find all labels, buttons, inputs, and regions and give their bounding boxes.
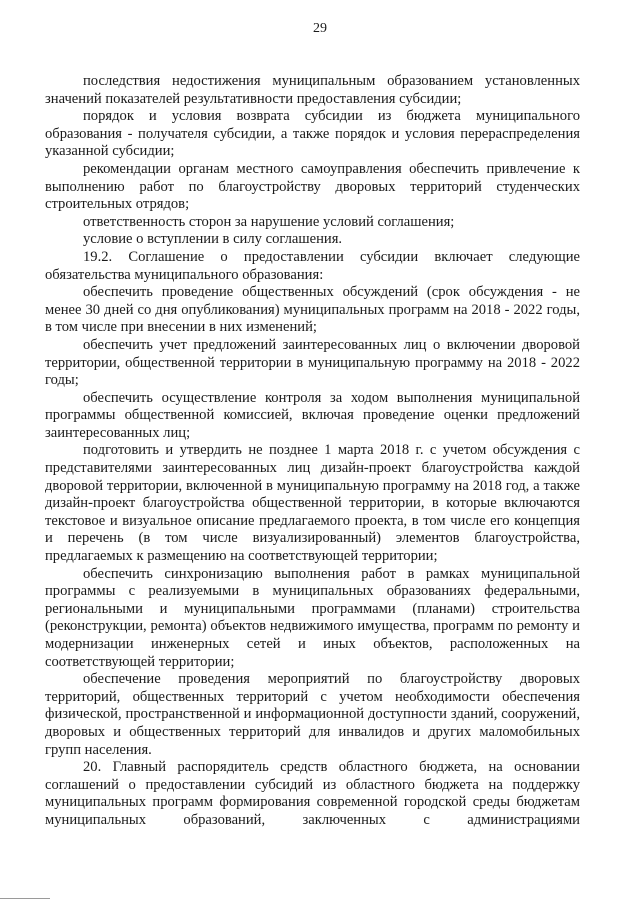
paragraph-design-project: подготовить и утвердить не позднее 1 марта 2018 г. с учетом обсуждения с представителями заинтересованных лиц дизайн-проект благоустройства каждой дворовой территории, включенной в муниципальную программу на 2018 год, а также дизайн-проект благоустройства общественной территории, в которые включаются текстовое и визуальное описание предлагаемого проекта, в том числе его концепция и перечень (в том числе визуализированный) элементов благоустройства, предлагаемых к размещению на соответствующей территории; [45,442,580,565]
paragraph-proposals-accounting: обеспечить учет предложений заинтересованных лиц о включении дворовой территории, общественной территории в муниципальную программу на 2018 - 2022 годы; [45,336,580,389]
paragraph-synchronization: обеспечить синхронизацию выполнения работ в рамках муниципальной программы с реализуемыми в муниципальных образованиях федеральными, региональными и муниципальными программами (планами) строительства (реконструкции, ремонта) объектов недвижимого имущества, программ по ремонту и модернизации инженерных сетей и иных объектов, расположенных на соответствующей территории; [45,565,580,670]
page-number: 29 [313,21,327,36]
paragraph-20: 20. Главный распорядитель средств областного бюджета, на основании соглашений о предоставлении субсидий из областного бюджета на поддержку муниципальных программ формирования современной городской среды бюджетам муниципальных образований, заключенных с администрациями [45,759,580,828]
paragraph-control: обеспечить осуществление контроля за ходом выполнения муниципальной программы общественной комиссией, включая проведение оценки предложений заинтересованных лиц; [45,389,580,441]
paragraph-entry-into-force: условие о вступлении в силу соглашения. [83,231,343,248]
paragraph-liability: ответственность сторон за нарушение условий соглашения; [83,213,455,230]
paragraph-public-discussions: обеспечить проведение общественных обсуждений (срок обсуждения - не менее 30 дней со дня опубликования) муниципальных программ на 2018 - 2022 годы, в том числе при внесении в них изменений; [45,284,580,336]
paragraph-consequences: последствия недостижения муниципальным образованием установленных значений показателей результативности предоставления субсидии; [45,73,580,107]
document-body [45,73,580,830]
paragraph-refund-procedure: порядок и условия возврата субсидии из бюджета муниципального образования - получателя субсидии, а также порядок и условия перераспределения указанной субсидии; [45,108,580,160]
paragraph-19-2: 19.2. Соглашение о предоставлении субсидии включает следующие обязательства муниципального образования: [45,248,580,283]
paragraph-accessibility: обеспечение проведения мероприятий по благоустройству дворовых территорий, общественных территорий с учетом необходимости обеспечения физической, пространственной и информационной доступности зданий, сооружений, дворовых и общественных территорий для инвалидов и других маломобильных групп населения. [45,671,580,758]
footer-divider [0,898,50,899]
paragraph-student-teams: рекомендации органам местного самоуправления обеспечить привлечение к выполнению работ по благоустройству дворовых территорий студенческих строительных отрядов; [45,160,580,213]
